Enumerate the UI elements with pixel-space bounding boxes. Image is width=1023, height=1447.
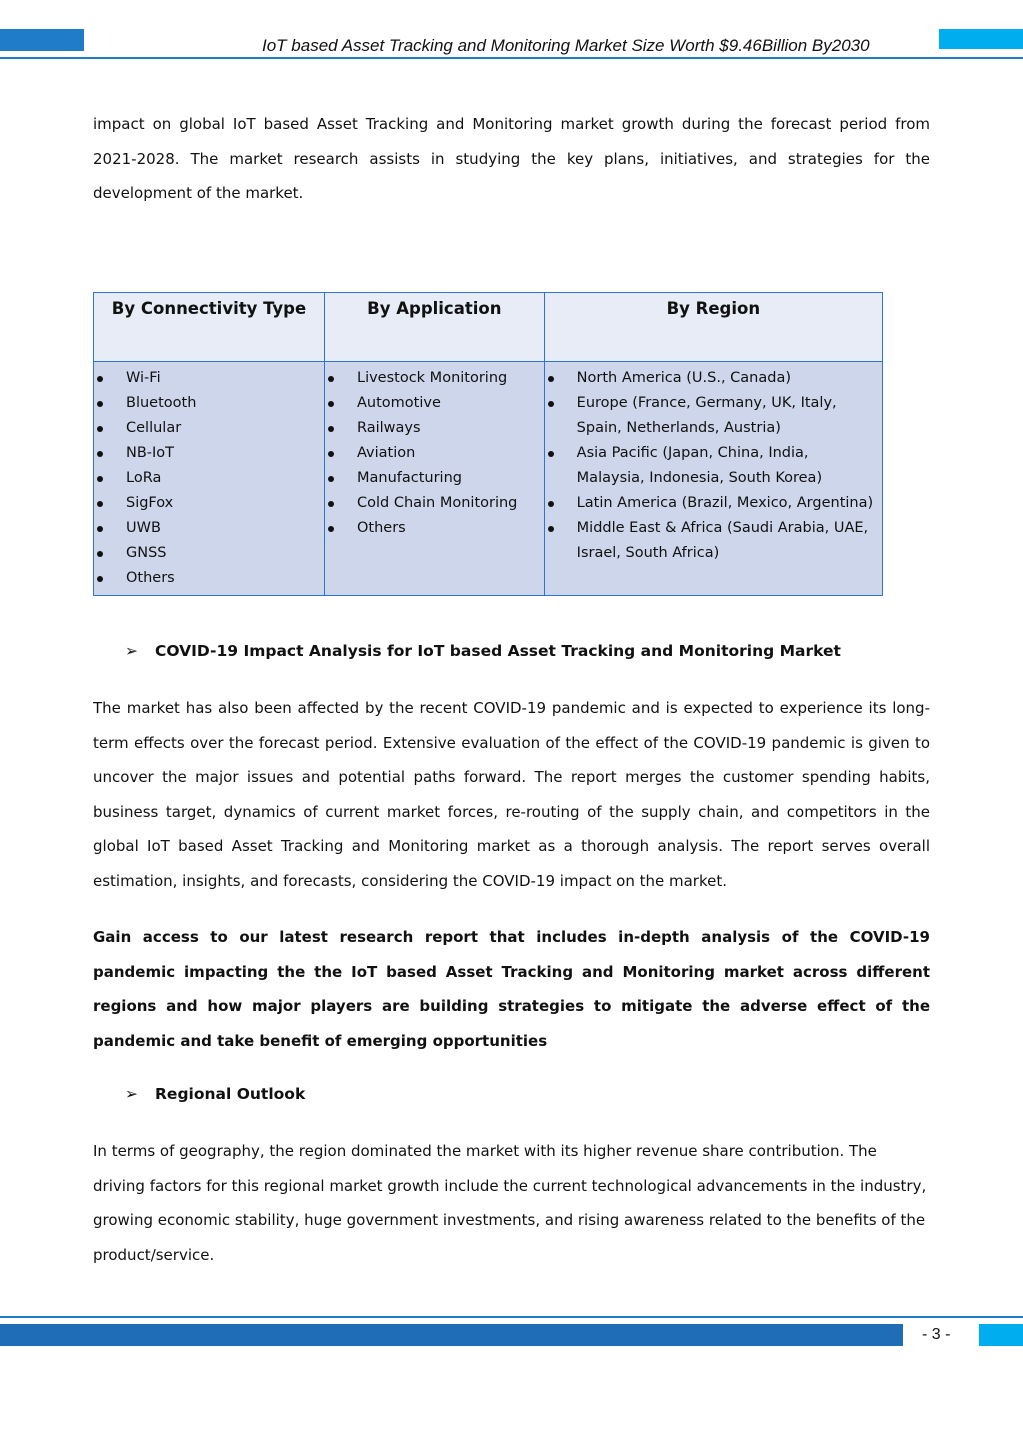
list-item-label: Livestock Monitoring xyxy=(356,370,508,386)
list-item-label: Automotive xyxy=(356,395,441,411)
list-item-label: Others xyxy=(356,520,406,536)
list-item-label: Wi-Fi xyxy=(126,370,161,386)
bullet-dot-icon xyxy=(97,476,103,482)
list-item-label: Others xyxy=(126,570,175,586)
list-item xyxy=(325,391,536,416)
connectivity-list-cell xyxy=(94,362,325,596)
application-list xyxy=(325,366,536,541)
bullet-dot-icon xyxy=(328,426,334,432)
bullet-dot-icon xyxy=(328,376,334,382)
footer-rule xyxy=(0,1316,1023,1318)
bullet-dot-icon xyxy=(97,426,103,432)
bullet-dot-icon xyxy=(97,401,103,407)
bullet-dot-icon xyxy=(97,451,103,457)
header-accent-left xyxy=(0,29,84,51)
bullet-dot-icon xyxy=(548,501,554,507)
list-item-label: GNSS xyxy=(126,545,167,561)
list-item-label: Europe (France, Germany, UK, Italy, Spain, Netherlands, Austria) xyxy=(576,395,837,436)
list-item-label: Aviation xyxy=(356,445,416,461)
page-number: - 3 - xyxy=(922,1326,951,1343)
list-item-label: LoRa xyxy=(126,470,162,486)
list-item xyxy=(94,516,316,541)
regional-section-heading xyxy=(125,1085,305,1103)
bullet-dot-icon xyxy=(328,476,334,482)
bullet-dot-icon xyxy=(548,376,554,382)
list-item xyxy=(325,491,536,516)
segmentation-table xyxy=(93,292,883,596)
list-item xyxy=(325,441,536,466)
bullet-dot-icon xyxy=(97,576,103,582)
intro-paragraph: impact on global IoT based Asset Tracking and Monitoring market growth during the forecast period from 2021-2028. The market research assists in studying the key plans, initiatives, and strategies for the development of the market. xyxy=(93,115,930,203)
list-item-label: NB-IoT xyxy=(126,445,175,461)
arrow-bullet-icon: ➢ xyxy=(125,642,138,660)
list-item-label: Bluetooth xyxy=(126,395,197,411)
list-item-label: Manufacturing xyxy=(356,470,462,486)
list-item xyxy=(545,366,874,391)
list-item-label: SigFox xyxy=(126,495,174,511)
list-item-label: Latin America (Brazil, Mexico, Argentina) xyxy=(576,495,874,511)
list-item xyxy=(94,541,316,566)
list-item xyxy=(325,516,536,541)
header-accent-right xyxy=(939,29,1023,49)
list-item xyxy=(94,491,316,516)
list-item xyxy=(94,391,316,416)
covid-cta-paragraph: Gain access to our latest research report that includes in-depth analysis of the COVID-19 pandemic impacting the the IoT based Asset Tracking and Monitoring market across different regions and how major players are building strategies to mitigate the adverse effect of the pandemic and take benefit of emerging opportunities xyxy=(93,928,930,1050)
header-rule xyxy=(0,57,1023,59)
list-item-label: Cold Chain Monitoring xyxy=(356,495,518,511)
region-list-cell xyxy=(544,362,882,596)
footer-bar xyxy=(0,1324,903,1346)
application-list-cell xyxy=(324,362,544,596)
list-item xyxy=(545,516,874,566)
bullet-dot-icon xyxy=(328,401,334,407)
table-header-connectivity: By Connectivity Type xyxy=(94,293,325,362)
list-item xyxy=(545,491,874,516)
bullet-dot-icon xyxy=(548,401,554,407)
regional-heading-text: Regional Outlook xyxy=(155,1085,306,1103)
regional-paragraph: In terms of geography, the region dominated the market with its higher revenue share contribution. The driving factors for this regional market growth include the current technological advancements in the industry, growing economic stability, huge government investments, and rising awareness related to the benefits of the product/service. xyxy=(93,1142,927,1264)
list-item-label: UWB xyxy=(126,520,161,536)
bullet-dot-icon xyxy=(97,551,103,557)
list-item-label: Asia Pacific (Japan, China, India, Malaysia, Indonesia, South Korea) xyxy=(576,445,823,486)
bullet-dot-icon xyxy=(97,376,103,382)
connectivity-list xyxy=(94,366,316,591)
list-item xyxy=(94,466,316,491)
table-header-region: By Region xyxy=(544,293,882,362)
list-item-label: Middle East & Africa (Saudi Arabia, UAE, Israel, South Africa) xyxy=(576,520,869,561)
list-item xyxy=(545,441,874,491)
covid-paragraph: The market has also been affected by the recent COVID-19 pandemic and is expected to experience its long-term effects over the forecast period. Extensive evaluation of the effect of the COVID-19 pandemic is given to uncover the major issues and potential paths forward. The report merges the customer spending habits, business target, dynamics of current market forces, re-routing of the supply chain, and competitors in the global IoT based Asset Tracking and Monitoring market as a thorough analysis. The report serves overall estimation, insights, and forecasts, considering the COVID-19 impact on the market. xyxy=(93,699,930,890)
bullet-dot-icon xyxy=(97,501,103,507)
page-header-title: IoT based Asset Tracking and Monitoring Market Size Worth $9.46Billion By2030 xyxy=(262,36,870,55)
list-item xyxy=(325,366,536,391)
list-item xyxy=(94,441,316,466)
covid-section-heading xyxy=(125,642,841,660)
list-item-label: Cellular xyxy=(126,420,182,436)
list-item-label: Railways xyxy=(356,420,421,436)
arrow-bullet-icon: ➢ xyxy=(125,1085,138,1103)
list-item xyxy=(325,466,536,491)
footer-accent-right xyxy=(979,1324,1023,1346)
bullet-dot-icon xyxy=(548,526,554,532)
bullet-dot-icon xyxy=(548,451,554,457)
bullet-dot-icon xyxy=(328,526,334,532)
list-item xyxy=(325,416,536,441)
list-item xyxy=(94,366,316,391)
list-item xyxy=(545,391,874,441)
bullet-dot-icon xyxy=(328,501,334,507)
covid-heading-text: COVID-19 Impact Analysis for IoT based Asset Tracking and Monitoring Market xyxy=(155,642,841,660)
table-header-application: By Application xyxy=(324,293,544,362)
list-item-label: North America (U.S., Canada) xyxy=(576,370,791,386)
region-list xyxy=(545,366,874,566)
bullet-dot-icon xyxy=(328,451,334,457)
bullet-dot-icon xyxy=(97,526,103,532)
list-item xyxy=(94,416,316,441)
list-item xyxy=(94,566,316,591)
